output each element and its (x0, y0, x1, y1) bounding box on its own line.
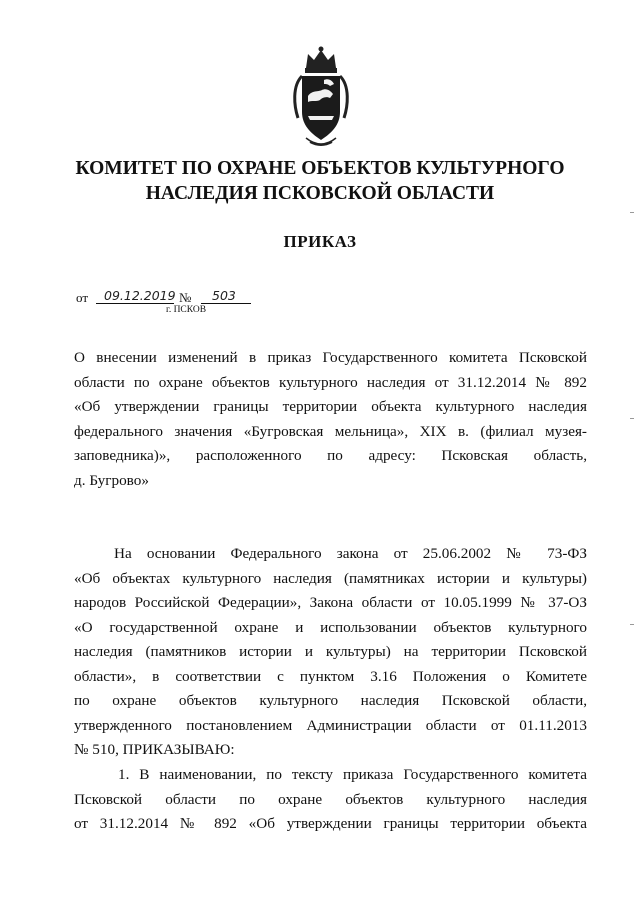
item1-line: от 31.12.2014 № 892 «Об утверждении границы территории объекта (74, 815, 587, 832)
basis-line: народов Российской Федерации», Закона области от 10.05.1999 № 37-ОЗ (74, 594, 587, 611)
order-title: ПРИКАЗ (283, 232, 357, 251)
subject-line: заповедника)», расположенного по адресу: Псковская область, (74, 447, 587, 464)
basis-line: утвержденного постановлением Администрации области от 01.11.2013 (74, 716, 587, 734)
scan-edge-mark (630, 212, 634, 213)
basis-line: № 510, ПРИКАЗЫВАЮ: (74, 741, 235, 758)
order-basis (74, 542, 587, 763)
committee-heading (0, 156, 640, 206)
order-item-1 (74, 763, 587, 837)
order-subject (74, 346, 587, 493)
order-number: 503 (212, 288, 236, 303)
coat-of-arms-emblem (286, 46, 356, 150)
basis-line: «О государственной охране и использовании объектов культурного (74, 618, 587, 636)
number-label: № (179, 290, 192, 305)
basis-line: области», в соответствии с пунктом 3.16 Положения о Комитете (74, 667, 587, 685)
scan-edge-mark (630, 418, 634, 419)
date-underline (96, 303, 174, 304)
basis-line: по охране объектов культурного наследия Псковской области, (74, 692, 587, 709)
order-date-number (76, 288, 276, 318)
subject-line: «Об утверждении границы территории объекта культурного наследия (74, 398, 587, 415)
subject-line: области по охране объектов культурного наследия от 31.12.2014 № 892 (74, 373, 587, 391)
item1-line: 1. В наименовании, по тексту приказа Государственного комитета (118, 766, 587, 783)
from-label: от (76, 290, 89, 305)
basis-line: «Об объектах культурного наследия (памятниках истории и культуры) (74, 569, 587, 587)
item1-line: Псковской области по охране объектов культурного наследия (74, 790, 587, 808)
subject-line: федерального значения «Бугровская мельница», XIX в. (филиал музея- (74, 422, 587, 440)
subject-line: д. Бугрово» (74, 471, 149, 489)
subject-line: О внесении изменений в приказ Государственного комитета Псковской (74, 349, 587, 366)
basis-line: На основании Федерального закона от 25.06.2002 № 73-ФЗ (114, 545, 587, 562)
number-underline (201, 303, 251, 304)
basis-line: наследия (памятников истории и культуры) на территории Псковской (74, 643, 587, 660)
scan-edge-mark (630, 624, 634, 625)
committee-heading-line2: НАСЛЕДИЯ ПСКОВСКОЙ ОБЛАСТИ (145, 183, 495, 204)
city-label: г. ПСКОВ (166, 305, 207, 315)
committee-heading-line1: КОМИТЕТ ПО ОХРАНЕ ОБЪЕКТОВ КУЛЬТУРНОГО (75, 158, 565, 179)
order-date: 09.12.2019 (104, 288, 176, 303)
